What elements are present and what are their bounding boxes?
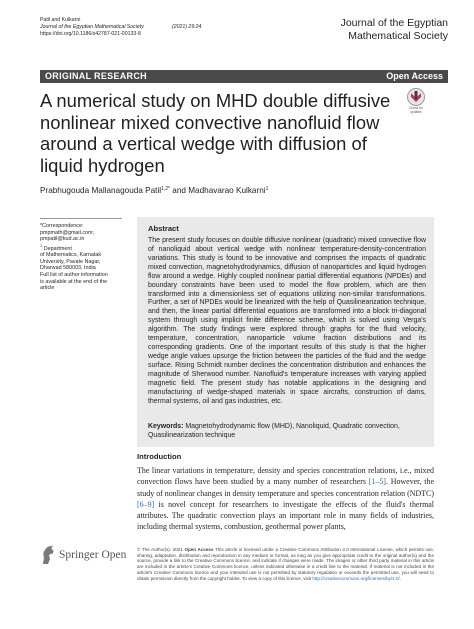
article-type-label: ORIGINAL RESEARCH xyxy=(45,71,147,81)
affiliation-line2: of Mathematics, Karnatak xyxy=(40,252,102,259)
side-divider xyxy=(40,218,122,219)
journal-name-block xyxy=(308,17,448,42)
licence-link[interactable]: http://creativecommons.org/licenses/by/4.0/ xyxy=(312,575,400,581)
affiliation-dept: Department xyxy=(43,245,72,252)
author-2-affiliation: 1 xyxy=(265,186,269,192)
footer-copyright: © The Author(s). 2021 xyxy=(137,547,185,552)
header-journal: Journal of the Egyptian Mathematical Society xyxy=(40,24,144,31)
keywords xyxy=(148,423,428,441)
author-2[interactable]: Madhavarao Kulkarni xyxy=(188,186,266,195)
crossmark-label xyxy=(403,107,429,114)
crossmark-label-line1: Check for xyxy=(409,106,423,110)
introduction-text xyxy=(137,465,434,533)
affiliation-sup: 1 xyxy=(40,242,43,248)
author-info-line2: is available at the end of the xyxy=(40,278,108,285)
running-header xyxy=(40,17,202,39)
affiliation-first-line xyxy=(40,243,122,252)
affiliation-line3: University, Pavate Nagar, xyxy=(40,258,101,265)
article-title: A numerical study on MHD double diffusive nonlinear mixed convective nanofluid flow around a vertical wedge with diffusion of liquid hydrogen xyxy=(40,90,391,176)
header-year-volume: (2021) 29:24 xyxy=(172,24,202,30)
crossmark-label-line2: updates xyxy=(410,109,422,114)
introduction-heading: Introduction xyxy=(137,452,182,461)
author-info-line1: Full list of author information xyxy=(40,271,108,278)
citation-link-1[interactable]: [1–5] xyxy=(368,477,386,487)
publisher-open: Open xyxy=(101,549,127,561)
journal-name-line2: Mathematical Society xyxy=(348,29,448,42)
open-access-label: Open Access xyxy=(386,71,443,81)
author-info-line3: article xyxy=(40,285,55,292)
publisher-wordmark xyxy=(59,549,126,562)
abstract-text: The present study focuses on double diffusive nonlinear (quadratic) mixed convective flow of nanoliquid about vertical wedge with nonlinear temperature-density-concentration variations. This study is found to be innovative and comprises the impacts of quadratic mixed convection, magnetohydrodynamics, diffusion of nanoparticles and liquid hydrogen flow around a wedge. Highly coupled nonlinear partial differential equations (NPDEs) and boundary constraints have been used to model the flow problem, which are then transformed into a dimensionless set of equations utilizing non-similar transformations. Further, a set of NPDEs would be linearized with the help of Quasilinearization technique, and then, the linear partial differential equations are transformed into a block tri-diagonal system through using implicit finite difference scheme, which is solved using Verga's algorithm. The study findings were explored through graphs for the fluid velocity, temperature, concentration, nanoparticle volume fraction distributions and its corresponding gradients. One of the important results of this study is that the higher wedge angle values upsurge the friction between the particles of the fluid and the wedge surface. Rising Schmidt number declines the concentration distribution and enhances the magnitude of Sherwood number. Nanofluid's temperature increases with varying applied magnetic field. The present study has notable applications in the designing and manufacturing of wedge-shaped materials in space aircrafts, construction of dams, thermal systems, oil and gas industries, etc. xyxy=(148,237,426,405)
author-conjunction: and xyxy=(170,186,189,195)
footer-end: . xyxy=(399,575,402,581)
citation-link-2[interactable]: [6–9] xyxy=(137,499,155,509)
author-list xyxy=(40,186,268,196)
footer-open-access: Open Access xyxy=(184,547,214,552)
footer-licence-text: This article is licensed under a Creative Commons Attribution 4.0 International License, which permits use, sharing, adaptation, distribution and reproduction in any medium or format, as long as you give appropriate credit to the original author(s) and the source, provide a link to the Creative Commons licence, and indicate if changes were made. The images or other third party material in this article are included in the article's Creative Commons licence, unless indicated otherwise in a credit line to the material. If material is not included in the article's Creative Commons licence and your intended use is not permitted by statutory regulation or exceeds the permitted use, you will need to obtain permission directly from the copyright holder. To view a copy of this licence, visit xyxy=(137,547,434,581)
keywords-label: Keywords: xyxy=(148,423,184,430)
springer-horse-icon xyxy=(40,545,56,565)
header-doi[interactable]: https://doi.org/10.1186/s42787-021-00133-8 xyxy=(40,31,141,38)
licence-footer xyxy=(137,547,434,581)
affiliation-line4: Dharwad 580003, India xyxy=(40,265,96,272)
intro-part-2: . However, the study of nonlinear changes in density temperature and species concentration relation (NDTC) xyxy=(137,477,434,498)
journal-name-line1: Journal of the Egyptian xyxy=(340,17,448,29)
correspondence-label: *Correspondence: xyxy=(40,223,84,229)
publisher-name: Springer xyxy=(59,549,99,561)
author-1[interactable]: Prabhugouda Mallanagouda Patil xyxy=(40,186,162,195)
email-2[interactable]: pmpatil@kud.ac.in xyxy=(40,236,85,243)
author-1-affiliation: 1,2* xyxy=(161,186,170,192)
keywords-text: Magnetohydrodynamic flow (MHD), Nanoliquid, Quadratic convection, Quasilinearization technique xyxy=(148,423,400,439)
abstract-heading: Abstract xyxy=(148,224,179,233)
intro-part-3: is novel concept for researchers to investigate the effects of the fluid's thermal attributes. The quadratic convection plays an important role in many fields of industries, including thermal systems, combustion, geothermal power plants, xyxy=(137,499,434,532)
crossmark-icon xyxy=(405,88,427,107)
email-1[interactable]: pmpmath@gmail.com; xyxy=(40,229,95,236)
intro-part-1: The linear variations in temperature, density and species concentration relations, i.e., mixed convection flows have been studied by a many number of researchers xyxy=(137,466,434,487)
springer-open-logo xyxy=(40,545,135,565)
article-type-band xyxy=(40,70,448,83)
correspondence-block xyxy=(40,223,122,292)
crossmark-badge[interactable] xyxy=(405,88,427,112)
header-authors: Patil and Kulkarni xyxy=(40,17,81,23)
